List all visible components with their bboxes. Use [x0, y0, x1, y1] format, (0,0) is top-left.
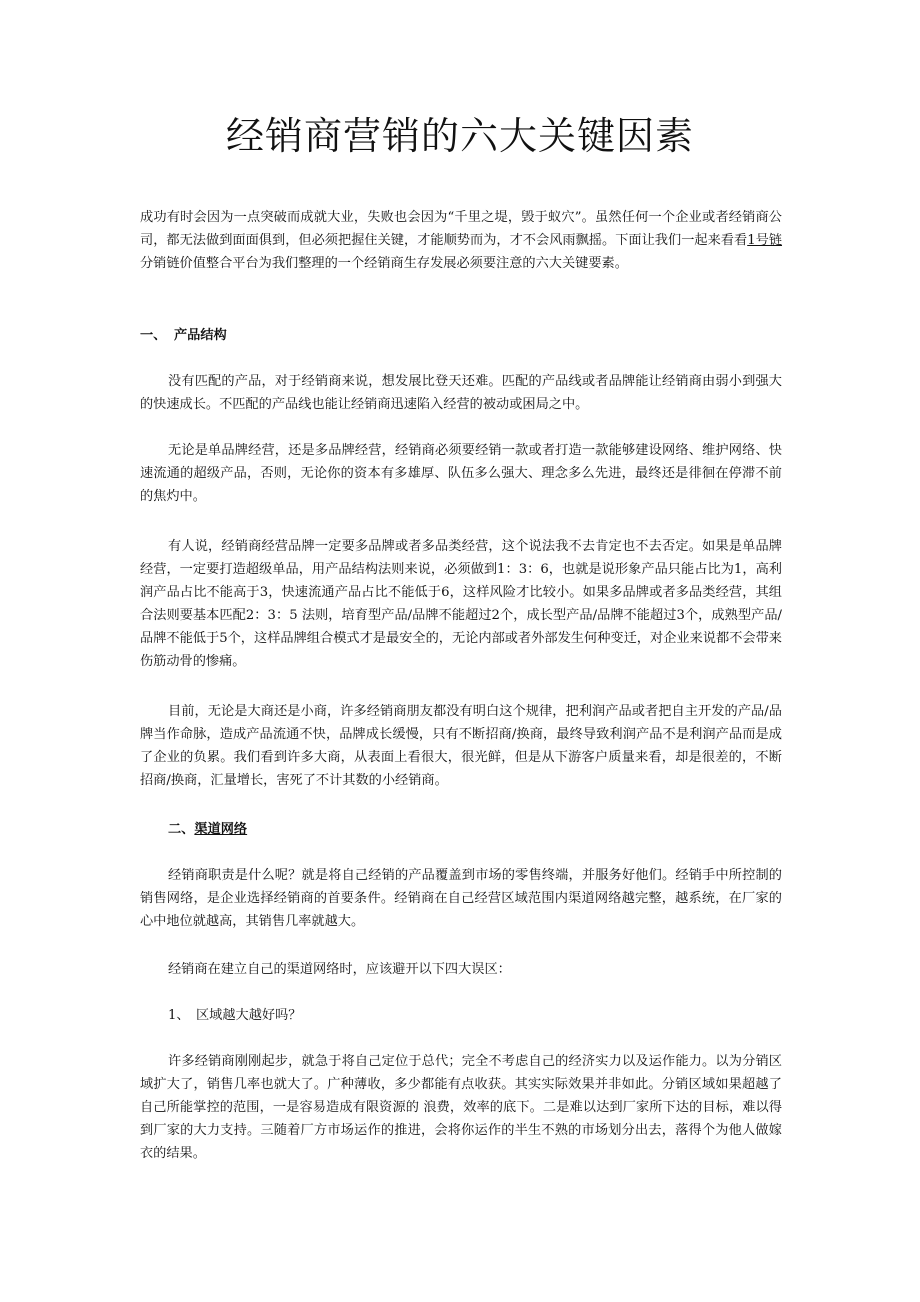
body-paragraph: 没有匹配的产品，对于经销商来说，想发展比登天还难。匹配的产品线或者品牌能让经销商由弱小到强大的快速成长。不匹配的产品线也能让经销商迅速陷入经营的被动或困局之中。 [140, 374, 782, 412]
section-number: 二、 [168, 822, 195, 837]
section-number: 一、 [140, 328, 167, 343]
link-1hao-lian[interactable]: 1号链 [747, 233, 783, 248]
document-title: 经销商营销的六大关键因素 [225, 114, 694, 158]
body-paragraph: 许多经销商刚刚起步，就急于将自己定位于总代；完全不考虑自己的经济实力以及运作能力。以为分销区域扩大了，销售几率也就大了。广种薄收，多少都能有点收获。其实实际效果并非如此。分销区域如果超越了自己所能掌控的范围，一是容易造成有限资源的 浪费，效率的底下。二是难以达到厂家所下达的目标，难以得到厂家的大力支持。三随着厂方市场运作的推进，会将你运作的半生不熟的市场划分出去，落得个为他人做嫁衣的结果。 [140, 1054, 782, 1161]
intro-text-before-link: 成功有时会因为一点突破而成就大业，失败也会因为“千里之堤，毁于蚁穴”。虽然任何一个企业或者经销商公司，都无法做到面面俱到，但必须把握住关键，才能顺势而为，才不会风雨飘摇。下面让我们一起来看看 [140, 210, 782, 248]
section-heading-product-structure [140, 324, 227, 347]
section-heading-label[interactable]: 渠道网络 [194, 822, 248, 837]
intro-text-after-link: 分销链价值整合平台为我们整理的一个经销商生存发展必须要注意的六大关键要素。 [140, 256, 628, 271]
section-heading-channel-network [168, 818, 247, 841]
body-paragraph: 无论是单品牌经营，还是多品牌经营，经销商必须要经销一款或者打造一款能够建设网络、维护网络、快速流通的超级产品，否则，无论你的资本有多雄厚、队伍多么强大、理念多么先进，最终还是徘徊在停滞不前的焦灼中。 [140, 443, 782, 504]
subsection-heading-label: 区域越大越好吗？ [196, 1008, 302, 1023]
subsection-number: 1、 [168, 1008, 190, 1023]
subsection-heading [168, 1004, 302, 1027]
body-paragraph: 目前，无论是大商还是小商，许多经销商朋友都没有明白这个规律，把利润产品或者把自主开发的产品/品牌当作命脉，造成产品流通不快，品牌成长缓慢，只有不断招商/换商，最终导致利润产品不是利润产品而是成了企业的负累。我们看到许多大商，从表面上看很大，很光鲜，但是从下游客户质量来看，却是很差的，不断招商/换商，汇量增长，害死了不计其数的小经销商。 [140, 704, 782, 788]
body-paragraph: 经销商在建立自己的渠道网络时，应该避开以下四大误区： [168, 962, 511, 977]
body-paragraph: 有人说，经销商经营品牌一定要多品牌或者多品类经营，这个说法我不去肯定也不去否定。如果是单品牌经营，一定要打造超级单品，用产品结构法则来说，必须做到1：3：6，也就是说形象产品只能占比为1，高利润产品占比不能高于3，快速流通产品占比不能低于6，这样风险才比较小。如果多品牌或者多品类经营，其组合法则要基本匹配2：3：5 法则，培育型产品/品牌不能超过2个，成长型产品/品牌不能超过3个，成熟型产品/品牌不能低于5个，这样品牌组合模式才是最安全的，无论内部或者外部发生何种变迁，对企业来说都不会带来伤筋动骨的惨痛。 [140, 539, 782, 669]
section-heading-label: 产品结构 [174, 328, 227, 343]
body-paragraph: 经销商职责是什么呢？就是将自己经销的产品覆盖到市场的零售终端，并服务好他们。经销手中所控制的销售网络，是企业选择经销商的首要条件。经销商在自己经营区域范围内渠道网络越完整，越系统，在厂家的心中地位就越高，其销售几率就越大。 [140, 868, 782, 929]
intro-paragraph [140, 206, 782, 275]
